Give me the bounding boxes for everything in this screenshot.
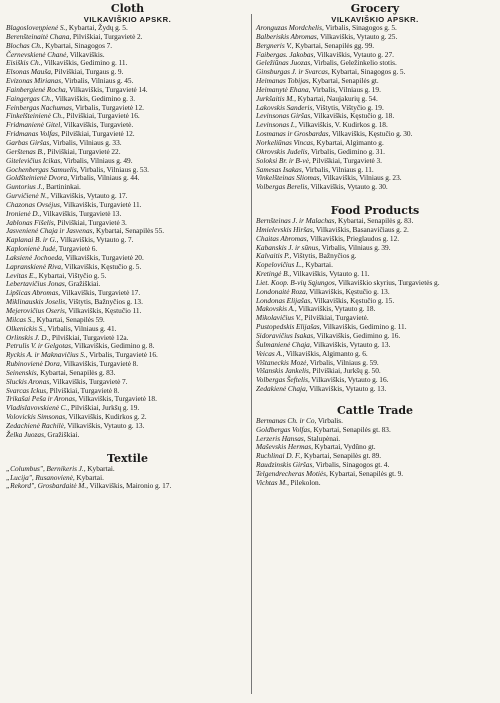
business-name: „Lucija", Rusanovienė, <box>6 472 75 482</box>
business-name: Okrovskis Judelis, <box>256 146 310 156</box>
business-name: Lapranskienė Riva, <box>6 261 63 271</box>
business-name: Jasvenienė Chaja ir Jasvenas, <box>6 226 95 236</box>
business-address: Virbalis, Vilniaus g. 19. <box>310 84 381 94</box>
business-address: Kybartai, Senapilės 59. <box>34 314 105 324</box>
business-address: Vilkaviškis. <box>68 49 105 59</box>
business-name: Goldbergas Volfas, <box>256 424 312 434</box>
business-address: Vilkaviškis, Turgavietė 18. <box>76 394 157 404</box>
business-name: Vichtas M., <box>256 477 289 487</box>
business-address: Virbalis. <box>316 415 343 425</box>
business-name: Miklinauskis Joselis, <box>6 297 67 307</box>
business-name: Sidoravičius Isakas, <box>256 331 315 340</box>
textile-section-title: Textile <box>107 451 148 465</box>
business-name: Mejerovičius Oseris, <box>6 306 67 315</box>
business-address: Vilkaviškis, Vilniaus g. 23. <box>321 173 402 183</box>
business-name: Gerštenas B., <box>6 146 46 156</box>
business-name: Telgendrecheras Motiės, <box>256 468 328 478</box>
business-name: Svarcas Ickus, <box>6 385 48 395</box>
business-address: Vilkaviškis, Basanavičiaus g. 2. <box>314 224 409 234</box>
cloth-list <box>6 24 249 440</box>
business-address: Vilkaviškio skyrius, Turgavietės g. <box>336 277 440 287</box>
business-name: Volovickis Simsonas, <box>6 412 67 422</box>
business-address: Virbalis, Vilniaus g. 45. <box>62 76 134 86</box>
business-name: Orlinskis J. D., <box>6 332 51 342</box>
business-name: Černevskienė Chanė, <box>6 49 69 59</box>
business-address: Gražiškiai. <box>66 279 101 289</box>
business-name: „Rekord", Grosbardaitė M., <box>6 481 89 491</box>
business-name: Londonas Elijašas, <box>256 295 313 305</box>
business-name: Laksienė Jochoeda, <box>6 252 64 262</box>
business-name: Aronguzas Mordchelis, <box>256 23 324 32</box>
business-name: Levitas E., <box>6 270 38 280</box>
list-item <box>6 431 249 440</box>
business-address: Vilkaviškis, Vytauto g. 13. <box>65 420 145 430</box>
right-column <box>256 0 494 488</box>
business-name: Goldšteinienė Dvora, <box>6 173 70 183</box>
business-address: Virbalis, Turgavietė 12. <box>73 102 144 112</box>
business-address: Virbalis, Vilniaus g. 59. <box>308 357 379 367</box>
business-name: Hmielevskis Hiršas, <box>256 224 315 234</box>
business-address: Kybartai, Senapilės gt. 9. <box>327 468 404 478</box>
business-name: Levinsonas I., <box>256 120 297 130</box>
business-address: Vilkaviškis, Gedimino g. 16. <box>314 331 401 340</box>
business-address: Virbalis, Sinagogos gt. 4. <box>314 460 390 470</box>
list-item <box>256 385 494 394</box>
business-name: Kopelovičius L., <box>256 260 304 270</box>
business-address: Vilkaviškis, Turgavietė. <box>62 120 134 130</box>
business-address: Vilkaviškis, Maironio g. 17. <box>88 481 172 491</box>
business-name: Elsonas Mauša, <box>6 67 53 77</box>
business-name: Kaplanai B. ir G., <box>6 235 59 245</box>
business-address: Vilkaviškis, Gedimino g. 11. <box>321 322 407 332</box>
business-name: Volbergas Šeftelis, <box>256 375 310 385</box>
business-address: Kybartai, Senapilės 55. <box>94 226 165 236</box>
business-address: Kybartai. <box>74 472 104 482</box>
business-address: Vilkaviškis, Turgavietė 14. <box>67 84 148 94</box>
business-name: Višanskis Jankelis, <box>256 366 311 376</box>
grocery-section-title: Grocery <box>350 2 400 15</box>
business-name: Gitelevičius Icikas, <box>6 155 63 165</box>
business-address: Vilkaviškis, Vytauto g. 7. <box>58 235 134 245</box>
business-name: Chazonas Ovsėjus, <box>6 199 62 209</box>
business-address: Vilkaviškis, Gedimino g. 3. <box>53 93 136 103</box>
list-item <box>256 183 494 192</box>
business-name: Norkeliūnas Vincas, <box>256 137 315 147</box>
business-address: Stalupėnai. <box>305 433 341 443</box>
business-name: Balberiskis Abromas, <box>256 31 319 41</box>
business-name: Eisiškis Ch., <box>6 58 43 68</box>
business-name: Želka Juozas, <box>6 429 46 439</box>
business-name: Faingergas Ch., <box>6 93 54 103</box>
business-address: Pilviškiai, Turgavietė 2. <box>71 31 143 41</box>
business-name: Guntorius J., <box>6 182 45 192</box>
business-address: Kybartai, Senapilės g. 83. <box>336 216 414 226</box>
list-item <box>6 482 249 491</box>
business-address: Vilkaviškis, Kęstučio g. 13. <box>307 286 390 296</box>
business-name: Fridmanas Volfas, <box>6 129 60 139</box>
cattle-section-title: Cattle Trade <box>336 403 414 417</box>
business-address: Vilkaviškis, Vytauto g. 30. <box>309 182 388 192</box>
business-address: Pilviškiai, Jurkšų g. 19. <box>69 403 140 413</box>
business-address: Vilkaviškis, Vytauto g. 17. <box>48 191 128 201</box>
business-address: Vilkaviškis, Prieglaudos g. 12. <box>308 233 400 243</box>
business-address: Vilkaviškis, Kudirkos g. 2. <box>67 412 147 422</box>
business-name: Kabanskis J. ir sūnus, <box>256 242 321 252</box>
business-name: Milcas S., <box>6 314 35 324</box>
business-address: Pilviškiai, Jurkšų g. 50. <box>310 366 381 376</box>
business-address: Kybartai, Naujakurių g. 54. <box>295 93 378 103</box>
business-name: Fridmanienė Gitel, <box>6 120 63 130</box>
business-name: Evizonas Mirianas, <box>6 76 63 86</box>
business-name: „Columbus", Bernikeris J., <box>6 463 86 473</box>
business-address: Virbalis, Vilniaus g. 11. <box>303 164 374 174</box>
business-name: Pustopedskis Elijašas, <box>256 322 322 332</box>
business-address: Pilviškiai, Turgavietė 22. <box>45 146 121 156</box>
business-address: Virbalis, Vilniaus g. 41. <box>45 323 117 333</box>
business-address: Vilkaviškis, Kęstučio g. 30. <box>330 129 413 139</box>
business-address: Virbalis, Vilniaus g. 44. <box>69 173 140 183</box>
business-address: Kybartai, Senapilės gg. 99. <box>293 40 375 50</box>
business-address: Pilviškiai, Turgavietė 16. <box>64 111 140 121</box>
business-name: Lakovskis Sanderis, <box>256 102 315 112</box>
business-address: Pilekolon. <box>288 477 321 487</box>
business-address: Vilkaviškis, Turgavietė 7. <box>51 376 128 386</box>
business-name: Makovskis A., <box>256 304 297 314</box>
business-address: Bartininkai. <box>44 182 81 192</box>
business-address: Vilkaviškis, Kęstučio 11. <box>66 306 142 315</box>
business-name: Finkelšteinienė Ch., <box>6 111 65 121</box>
business-address: Kybartai. <box>303 260 333 270</box>
business-name: Blagosloveņpienė S., <box>6 23 68 32</box>
business-name: Maševskis Hermas, <box>256 442 313 452</box>
business-address: Kybartai, Sinagogos g. 5. <box>329 67 406 77</box>
business-name: Vištaneckis Mozė, <box>256 357 309 367</box>
business-address: Virbalis, Vilniaus g. 39. <box>320 242 391 252</box>
business-name: Levinsonas Giršas, <box>256 111 313 121</box>
business-address: Gražiškiai. <box>45 429 80 439</box>
business-address: Virbalis, Vilniaus g. 33. <box>51 137 122 147</box>
cloth-section-title: Cloth <box>110 2 145 15</box>
business-address: Virbalis, Vilniaus g. 53. <box>78 164 150 174</box>
business-address: Pilviškiai, Turgavietė 3. <box>55 217 127 227</box>
business-name: Garbas Giršas, <box>6 137 52 147</box>
business-name: Volbergas Berelis, <box>256 182 310 192</box>
business-address: Pilviškiai, Turgavietė. <box>302 313 369 323</box>
business-address: Vilkaviškis, Vytauto g. 16. <box>309 375 389 385</box>
business-name: Vinkelšteinas Sliomas, <box>256 173 322 183</box>
business-name: Bernšteinas J. ir Malachas, <box>256 216 337 226</box>
business-name: Gochenbergas Samuelis, <box>6 164 79 174</box>
business-name: Sluckis Aronas, <box>6 376 52 386</box>
business-address: Vilkaviškis, Kęstučio g. 15. <box>312 295 395 305</box>
business-name: Ironienė D., <box>6 208 42 218</box>
business-address: Virbalis, Vilniaus g. 49. <box>62 155 133 165</box>
business-address: Pilviškiai, Turgavietė 12. <box>59 129 135 139</box>
business-name: Ryckis A. ir Maknavičius S., <box>6 350 88 360</box>
business-name: Liet. Koop. B-vių Sąjungos, <box>256 277 337 287</box>
business-address: Kybartai. <box>85 463 115 473</box>
business-address: Vilkaviškis, Vytauto g. 18. <box>296 304 376 314</box>
business-address: Vištytis, Bažnyčios g. 13. <box>67 297 143 307</box>
business-name: Zedachienė Rachilė, <box>6 420 66 430</box>
grocery-list <box>256 24 494 192</box>
business-address: Virbalis, Gedimino g. 31. <box>309 146 385 156</box>
business-name: Soloksi Br. ir B-vė, <box>256 155 311 165</box>
business-name: Lipšicas Abromas, <box>6 288 61 298</box>
business-name: Seinenskis, <box>6 367 39 377</box>
business-address: Kybartai, Senapilės gt. <box>310 76 379 86</box>
cattle-list <box>256 417 494 488</box>
food-list <box>256 217 494 394</box>
business-address: Vilkaviškis, Turgavietė 20. <box>63 252 144 262</box>
business-name: Veicas A., <box>256 348 285 358</box>
column-divider <box>251 14 252 694</box>
business-name: Lerzeris Hansas, <box>256 433 306 443</box>
business-address: Vištytis, Vištyčio g. 19. <box>314 102 384 112</box>
business-name: Heimanas Tobijas, <box>256 76 311 86</box>
business-name: Faibergas. Jakobas, <box>256 49 316 59</box>
business-name: Petrulis V. ir Gelgotas, <box>6 341 73 351</box>
business-name: Geležiūnas Juozas, <box>256 58 313 68</box>
left-column <box>6 0 249 491</box>
business-name: Londonaitė Roza, <box>256 286 308 296</box>
business-address: Virbalis, Geležinkelio stotis. <box>312 58 397 68</box>
business-address: Vilkaviškis, Turgavietė 17. <box>60 288 141 298</box>
business-name: Gurvičienė N., <box>6 191 49 201</box>
business-address: Kybartai, Žydų g. 5. <box>67 23 128 32</box>
business-address: Kybartai, Senapilės gt. 83. <box>311 424 391 434</box>
business-name: Trikašai Peša ir Aronas, <box>6 394 77 404</box>
business-address: Kybartai, Sinagogos 7. <box>43 40 113 50</box>
list-item <box>256 479 494 488</box>
business-name: Feinbergas Nachumas, <box>6 102 74 112</box>
business-name: Fainbergienė Rocha, <box>6 84 68 94</box>
business-address: Vilkaviškis, Turgavietė 13. <box>41 208 122 218</box>
business-name: Olkenickis S., <box>6 323 46 333</box>
business-name: Kaplonienė Judė, <box>6 244 58 254</box>
business-address: Virbalis, Turgavietė 16. <box>87 350 158 360</box>
business-address: Kybartai, Senapilės gt. 89. <box>302 451 382 461</box>
business-address: Vilkaviškis, Vytauto g. 27. <box>315 49 394 59</box>
business-address: Vilkaviškis, Turgavietė 8. <box>61 359 139 369</box>
business-name: Chaitas Abromas, <box>256 233 309 243</box>
food-section-title: Food Products <box>330 204 420 218</box>
business-address: Kybartai, Vištyčio g. 5. <box>37 270 107 280</box>
business-address: Pilviškiai, Turgavietė 12a. <box>50 332 129 342</box>
business-address: Vištytis, Bažnyčios g. <box>291 251 357 261</box>
business-address: Vilkaviškis, V. Kudirkos g. 18. <box>296 120 388 130</box>
business-address: Vilkaviškis, Algimanto g. 6. <box>284 348 368 358</box>
business-name: Blochas Ch., <box>6 40 44 50</box>
business-name: Jablonas Fišelis, <box>6 217 56 227</box>
business-name: Bergneris V., <box>256 40 294 50</box>
business-name: Lebertavičius Jonas, <box>6 279 67 289</box>
business-name: Losmanas ir Grosbardas, <box>256 129 331 139</box>
business-name: Kalvaitis P., <box>256 251 292 261</box>
business-name: Jurkšaitis M., <box>256 93 296 103</box>
business-name: Šulmanienė Chaja, <box>256 339 312 349</box>
business-address: Vilkaviškis, Gedimino g. 8. <box>72 341 155 351</box>
business-name: Kretingė B., <box>256 269 292 279</box>
business-address: Pilviškiai, Turgavietė 3. <box>310 155 382 165</box>
business-name: Samesas Isakas, <box>256 164 304 174</box>
business-address: Vilkaviškis, Vytauto g. 11. <box>291 269 370 279</box>
business-address: Vilkaviškis, Turgavietė 11. <box>61 199 142 209</box>
business-name: Raudzinskis Giršas, <box>256 460 315 470</box>
business-address: Kybartai, Vydūno gt. <box>312 442 376 452</box>
business-address: Pilviškiai, Turgaus g. 9. <box>52 67 124 77</box>
cloth-district-subtitle: VILKAVIŠKIO APSKR. <box>83 15 172 24</box>
business-name: Mikolavičius V., <box>256 313 303 323</box>
business-name: Berenšteinaitė Chana, <box>6 31 72 41</box>
business-name: Bermanas Ch. ir Co, <box>256 415 317 425</box>
business-address: Turgavietė 6. <box>57 244 98 254</box>
business-address: Vilkaviškis, Vytauto g. 25. <box>318 31 398 41</box>
textile-list <box>6 465 249 492</box>
business-name: Ruchlinai D. F., <box>256 451 303 461</box>
business-address: Vilkaviškis, Kęstučio g. 18. <box>312 111 395 121</box>
business-address: Kybartai, Senapilės g. 83. <box>38 367 116 377</box>
business-address: Pilviškiai, Turgavietė 8. <box>47 385 120 395</box>
business-name: Ginsburgas J. ir Svarcas, <box>256 67 330 77</box>
business-name: Rubinovienė Dora, <box>6 359 62 369</box>
business-address: Virbalis, Sinagogos g. 5. <box>323 23 397 32</box>
business-name: Vladislavovskienė C., <box>6 403 70 413</box>
business-address: Vilkaviškis, Vytauto g. 13. <box>311 339 391 349</box>
business-address: Vilkaviškis, Vytauto g. 13. <box>307 384 387 394</box>
business-address: Kybartai, Algimanto g. <box>314 137 384 147</box>
grocery-district-subtitle: VILKAVIŠKIO APSKR. <box>331 15 419 24</box>
business-name: Zedakienė Chaja, <box>256 384 308 394</box>
business-address: Vilkaviškis, Kęstučio g. 5. <box>62 261 142 271</box>
business-address: Vilkaviškis, Gedimino g. 11. <box>42 58 128 68</box>
business-name: Heimanytė Ehana, <box>256 84 311 94</box>
